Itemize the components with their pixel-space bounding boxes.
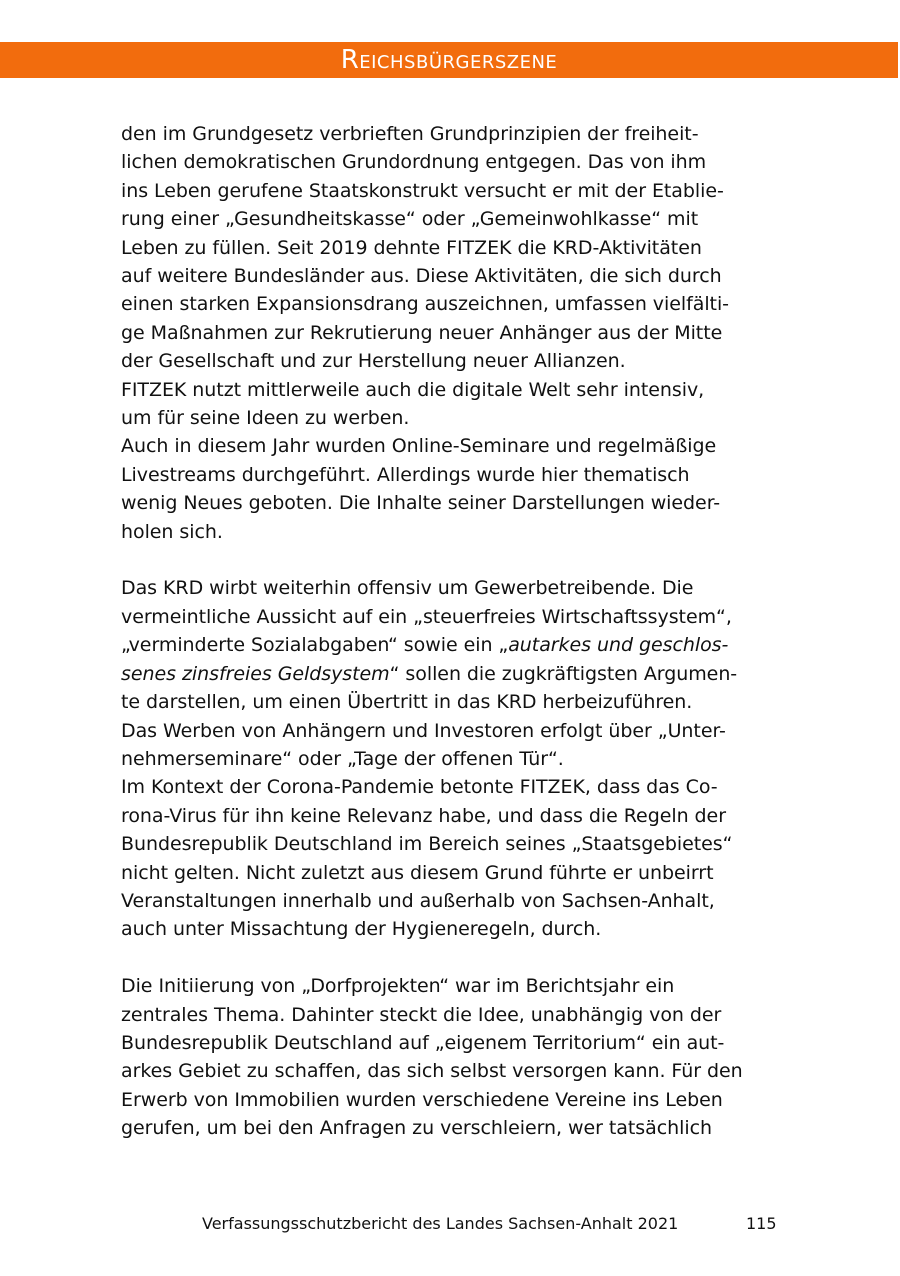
text-line: Veranstaltungen innerhalb und außerhalb von Sachsen-Anhalt, — [121, 889, 715, 912]
text-line: nehmerseminare“ oder „Tage der offenen Tür“. — [121, 747, 564, 770]
text-line: Auch in diesem Jahr wurden Online-Seminare und regelmäßige — [121, 435, 717, 458]
text-line: lichen demokratischen Grundordnung entgegen. Das von ihm — [121, 151, 707, 174]
body-text — [121, 120, 781, 1143]
text-line: auf weitere Bundesländer aus. Diese Aktivitäten, die sich durch — [121, 265, 722, 288]
text-line: rung einer „Gesundheitskasse“ oder „Gemeinwohlkasse“ mit — [121, 208, 699, 231]
page-footer — [0, 1212, 900, 1236]
text-line: den im Grundgesetz verbrieften Grundprinzipien der freiheit- — [121, 123, 699, 145]
text-line: vermeintliche Aussicht auf ein „steuerfreies Wirtschaftssystem“, — [121, 605, 732, 628]
text-line-mixed — [121, 660, 781, 688]
text-line: gerufen, um bei den Anfragen zu verschleiern, wer tatsächlich — [121, 1117, 712, 1140]
text-line: zentrales Thema. Dahinter steckt die Idee, unabhängig von der — [121, 1003, 722, 1026]
text-line: Die Initiierung von „Dorfprojekten“ war im Berichtsjahr ein — [121, 975, 675, 998]
section-title: Reichsbürgerszene — [340, 45, 558, 75]
text-line: nicht gelten. Nicht zuletzt aus diesem Grund führte er unbeirrt — [121, 861, 714, 884]
text-line: Livestreams durchgeführt. Allerdings wurde hier thematisch — [121, 463, 690, 486]
text-segment: „verminderte Sozialabgaben“ sowie ein „ — [121, 634, 509, 657]
text-line: rona-Virus für ihn keine Relevanz habe, und dass die Regeln der — [121, 804, 726, 827]
text-line: um für seine Ideen zu werben. — [121, 407, 410, 430]
paragraph-gap — [121, 546, 781, 574]
text-line: der Gesellschaft und zur Herstellung neuer Allianzen. — [121, 350, 626, 373]
page-number: 115 — [746, 1214, 777, 1233]
italic-segment: senes zinsfreies Geldsystem — [121, 662, 390, 685]
text-line: einen starken Expansionsdrang auszeichnen, umfassen vielfälti- — [121, 293, 729, 316]
footer-publication-title: Verfassungsschutzbericht des Landes Sachsen-Anhalt 2021 — [202, 1214, 679, 1233]
text-line: Das KRD wirbt weiterhin offensiv um Gewerbetreibende. Die — [121, 577, 694, 600]
text-line: Bundesrepublik Deutschland im Bereich seines „Staatsgebietes“ — [121, 833, 733, 856]
text-line-mixed — [121, 631, 781, 659]
text-line: Leben zu füllen. Seit 2019 dehnte FITZEK die KRD-Aktivitäten — [121, 236, 702, 259]
italic-segment: autarkes und geschlos- — [508, 634, 729, 657]
text-line: Im Kontext der Corona-Pandemie betonte FITZEK, dass das Co- — [121, 776, 718, 799]
text-segment: “ sollen die zugkräftigsten Argumen- — [389, 662, 738, 685]
paragraph-1 — [121, 120, 781, 546]
paragraph-2 — [121, 574, 781, 943]
section-header-band — [0, 42, 898, 78]
paragraph-gap — [121, 944, 781, 972]
text-line: wenig Neues geboten. Die Inhalte seiner Darstellungen wieder- — [121, 492, 721, 515]
text-line: FITZEK nutzt mittlerweile auch die digitale Welt sehr intensiv, — [121, 378, 705, 401]
text-line: te darstellen, um einen Übertritt in das KRD herbeizuführen. — [121, 691, 693, 714]
text-line: Bundesrepublik Deutschland auf „eigenem Territorium“ ein aut- — [121, 1031, 725, 1054]
text-line: Das Werben von Anhängern und Investoren erfolgt über „Unter- — [121, 719, 726, 742]
text-line: Erwerb von Immobilien wurden verschiedene Vereine ins Leben — [121, 1088, 723, 1111]
text-line: ins Leben gerufene Staatskonstrukt versucht er mit der Etablie- — [121, 179, 724, 202]
text-line: arkes Gebiet zu schaffen, das sich selbst versorgen kann. Für den — [121, 1060, 743, 1083]
text-line: holen sich. — [121, 520, 223, 543]
paragraph-3 — [121, 972, 781, 1142]
text-line: ge Maßnahmen zur Rekrutierung neuer Anhänger aus der Mitte — [121, 321, 723, 344]
text-line: auch unter Missachtung der Hygieneregeln, durch. — [121, 918, 602, 941]
